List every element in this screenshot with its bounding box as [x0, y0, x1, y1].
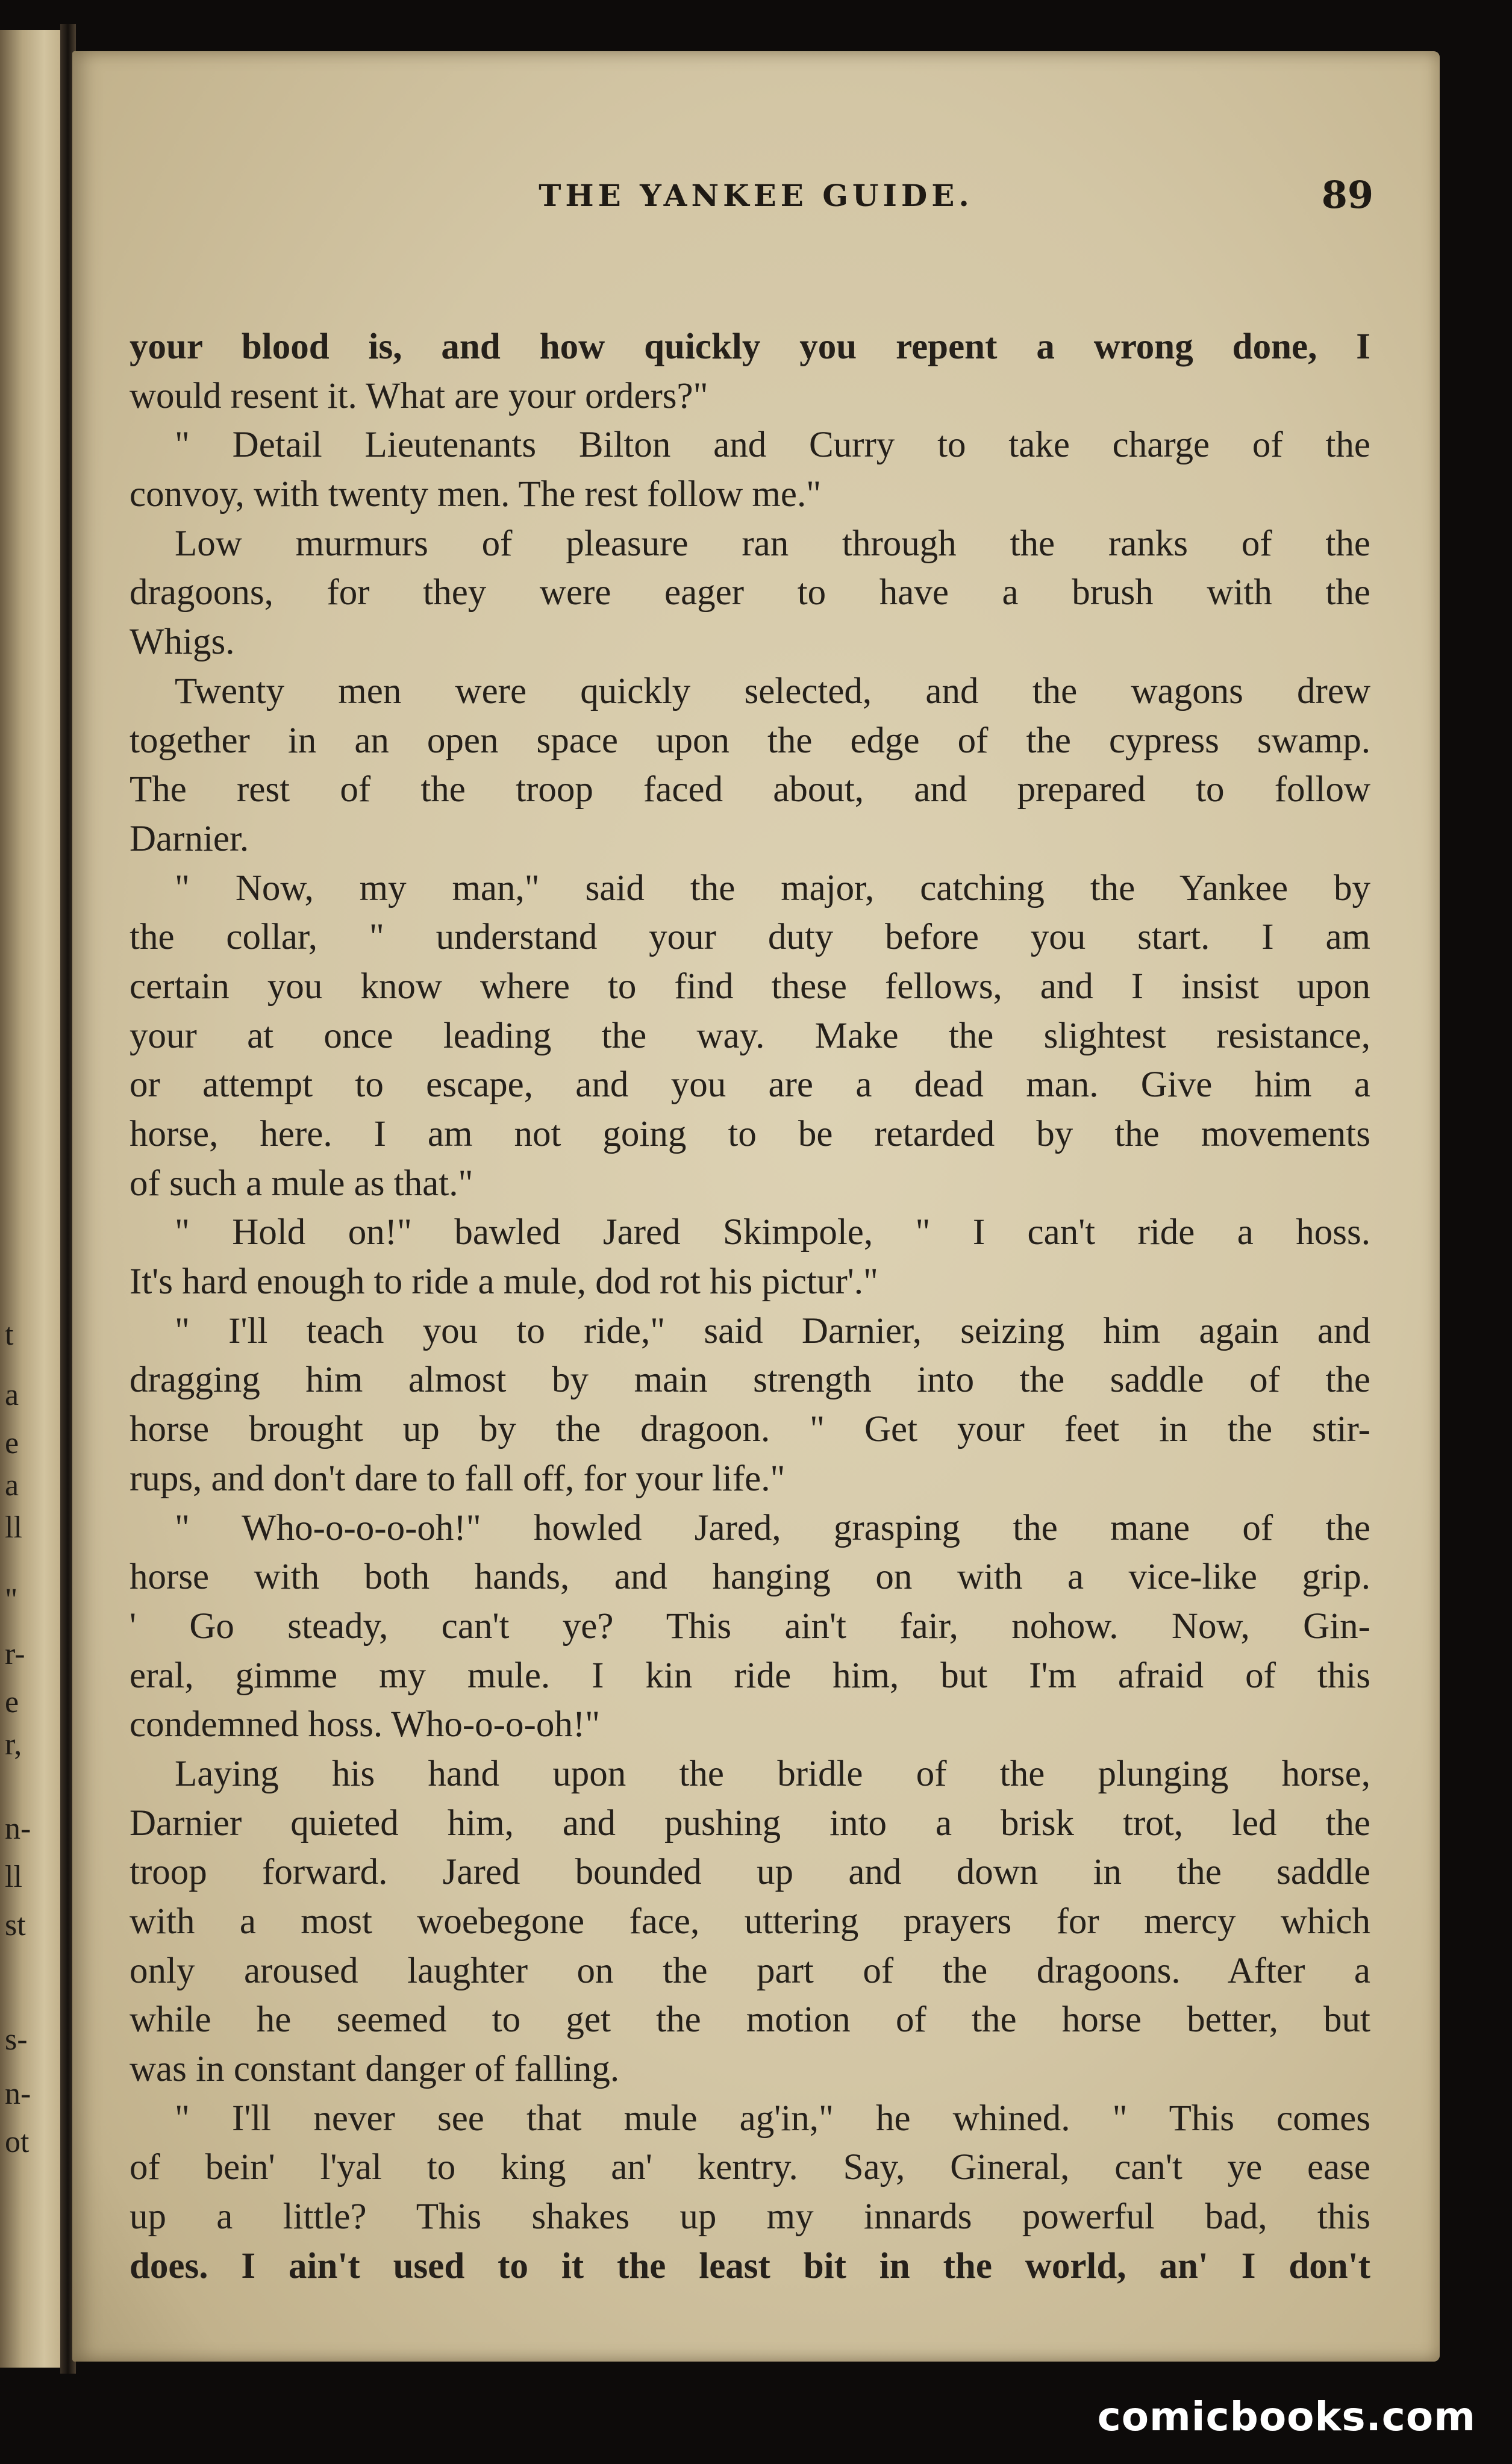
left-page-text-fragment: n-: [5, 2077, 31, 2111]
text-line: Whigs.: [130, 622, 235, 663]
text-line: does. I ain't used to it the least bit in the world, an' I don't: [130, 2245, 1370, 2286]
left-page-text-fragment: ": [5, 1583, 18, 1617]
book-page: [72, 51, 1440, 2362]
body-text: [130, 322, 1370, 2291]
text-line: horse with both hands, and hanging on with a vice-like grip.: [130, 1557, 1370, 1598]
left-page-text-fragment: ot: [5, 2125, 30, 2159]
text-line: your at once leading the way. Make the slightest resistance,: [130, 1015, 1370, 1056]
text-line: certain you know where to find these fellows, and I insist upon: [130, 966, 1370, 1007]
left-page-text-fragment: ll: [5, 1510, 22, 1545]
text-line: " Detail Lieutenants Bilton and Curry to take charge of the: [175, 425, 1370, 466]
text-line: convoy, with twenty men. The rest follow me.": [130, 474, 822, 515]
text-line: Low murmurs of pleasure ran through the ranks of the: [175, 523, 1370, 564]
left-page-text-fragment: ll: [5, 1860, 22, 1894]
text-line: only aroused laughter on the part of the dragoons. After a: [130, 1950, 1370, 1991]
text-line: up a little? This shakes up my innards powerful bad, this: [130, 2197, 1370, 2237]
text-line: dragging him almost by main strength into the saddle of the: [130, 1360, 1370, 1401]
watermark: comicbooks.com: [1097, 2394, 1476, 2440]
text-line: would resent it. What are your orders?": [130, 375, 708, 416]
left-page-text-fragment: e: [5, 1685, 19, 1719]
text-line: the collar, " understand your duty before you start. I am: [130, 917, 1370, 958]
text-line: condemned hoss. Who-o-o-oh!": [130, 1704, 601, 1745]
text-line: or attempt to escape, and you are a dead man. Give him a: [130, 1065, 1370, 1105]
text-line: Darnier quieted him, and pushing into a brisk trot, led the: [130, 1803, 1370, 1843]
page-number: 89: [1321, 173, 1373, 217]
text-line: ' Go steady, can't ye? This ain't fair, nohow. Now, Gin-: [130, 1606, 1370, 1646]
left-facing-page-edge: [0, 30, 63, 2368]
text-line: " Hold on!" bawled Jared Skimpole, " I can't ride a hoss.: [175, 1212, 1370, 1253]
left-page-text-fragment: a: [5, 1468, 19, 1502]
left-page-text-fragment: e: [5, 1426, 19, 1460]
text-line: horse, here. I am not going to be retarded by the movements: [130, 1114, 1370, 1154]
text-line: " Now, my man," said the major, catching the Yankee by: [175, 868, 1370, 908]
text-line: together in an open space upon the edge of the cypress swamp.: [130, 720, 1370, 761]
text-line: your blood is, and how quickly you repent a wrong done, I: [130, 327, 1370, 367]
text-line: Twenty men were quickly selected, and the wagons drew: [175, 671, 1370, 711]
text-line: was in constant danger of falling.: [130, 2049, 620, 2090]
left-page-text-fragment: s-: [5, 2022, 28, 2057]
left-page-text-fragment: t: [5, 1318, 14, 1352]
text-line: Laying his hand upon the bridle of the plunging horse,: [175, 1753, 1370, 1794]
text-line: of bein' l'yal to king an' kentry. Say, Gineral, can't ye ease: [130, 2147, 1370, 2188]
left-page-text-fragment: st: [5, 1908, 26, 1942]
left-page-text-fragment: r,: [5, 1727, 22, 1762]
text-line: Darnier.: [130, 818, 249, 859]
left-page-text-fragment: n-: [5, 1812, 31, 1846]
text-line: of such a mule as that.": [130, 1163, 473, 1204]
text-line: " I'll never see that mule ag'in," he whined. " This comes: [175, 2098, 1370, 2139]
left-page-text-fragment: r-: [5, 1637, 25, 1671]
text-line: " Who-o-o-o-oh!" howled Jared, grasping the mane of the: [175, 1507, 1370, 1548]
running-header: [72, 173, 1440, 226]
text-line: " I'll teach you to ride," said Darnier, seizing him again and: [175, 1310, 1370, 1351]
text-line: The rest of the troop faced about, and prepared to follow: [130, 769, 1370, 810]
text-line: It's hard enough to ride a mule, dod rot his pictur'.": [130, 1262, 878, 1302]
text-line: dragoons, for they were eager to have a brush with the: [130, 572, 1370, 613]
text-line: troop forward. Jared bounded up and down in the saddle: [130, 1852, 1370, 1893]
text-line: with a most woebegone face, uttering prayers for mercy which: [130, 1901, 1370, 1942]
text-line: while he seemed to get the motion of the horse better, but: [130, 2000, 1370, 2040]
text-line: eral, gimme my mule. I kin ride him, but I'm afraid of this: [130, 1655, 1370, 1696]
text-line: rups, and don't dare to fall off, for your life.": [130, 1458, 786, 1499]
text-line: horse brought up by the dragoon. " Get your feet in the stir-: [130, 1409, 1370, 1450]
left-page-text-fragment: a: [5, 1378, 19, 1412]
running-header-title: THE YANKEE GUIDE.: [539, 178, 973, 213]
